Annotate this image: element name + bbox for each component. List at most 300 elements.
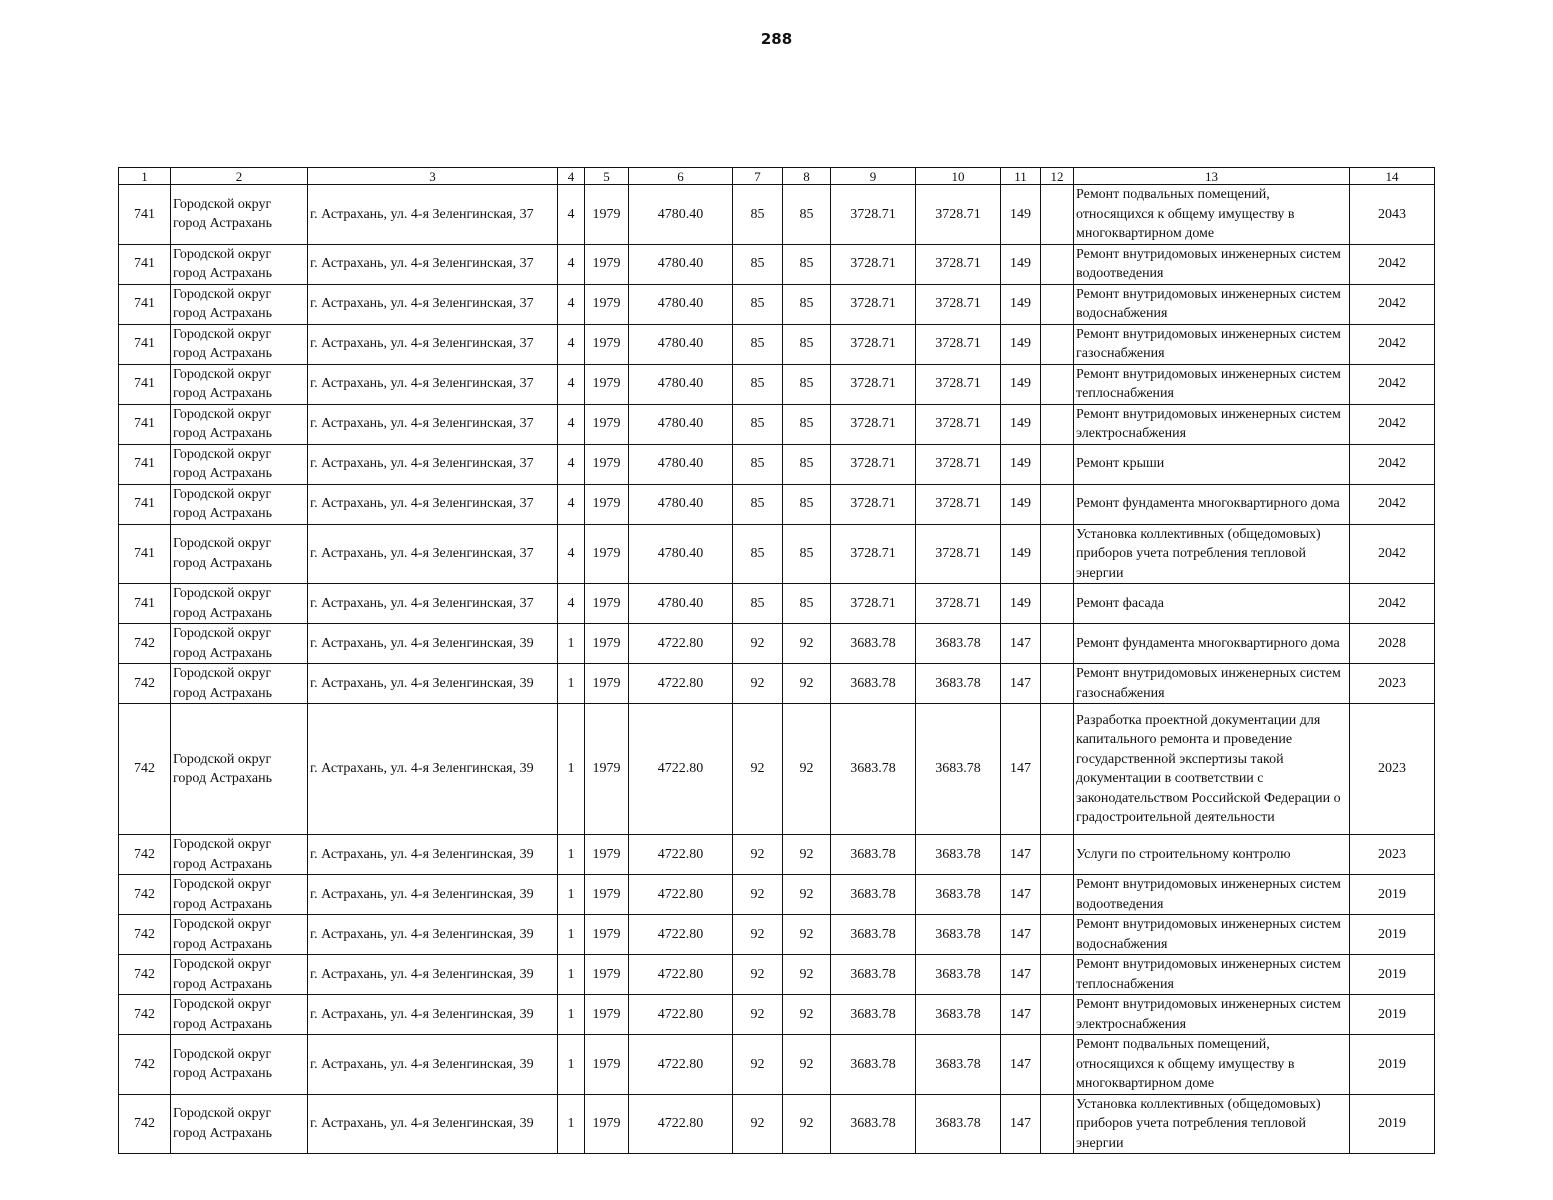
col-10-cell: 3728.71: [916, 185, 1001, 245]
planned-year-cell: 2042: [1350, 484, 1435, 524]
work-type-cell: Разработка проектной документации для капитального ремонта и проведение государственной экспертизы такой документации в соответствии с законодательством Российской Федерации о градостроительной деятельности: [1074, 704, 1350, 835]
col-7-cell: 92: [733, 1094, 783, 1154]
address-cell: г. Астрахань, ул. 4-я Зеленгинская, 39: [308, 955, 558, 995]
year-built-cell: 1979: [585, 955, 629, 995]
col-8-cell: 85: [783, 284, 831, 324]
col-8-cell: 85: [783, 404, 831, 444]
planned-year-cell: 2019: [1350, 955, 1435, 995]
col-10-cell: 3728.71: [916, 584, 1001, 624]
work-type-cell: Ремонт внутридомовых инженерных систем газоснабжения: [1074, 324, 1350, 364]
col-9-cell: 3728.71: [831, 484, 916, 524]
floors-cell: 1: [558, 664, 585, 704]
record-number-cell: 742: [119, 875, 171, 915]
floors-cell: 1: [558, 955, 585, 995]
planned-year-cell: 2023: [1350, 664, 1435, 704]
year-built-cell: 1979: [585, 624, 629, 664]
col-8-cell: 85: [783, 524, 831, 584]
col-12-cell: [1041, 664, 1074, 704]
col-7-cell: 92: [733, 955, 783, 995]
total-area-cell: 4780.40: [629, 404, 733, 444]
col-7-cell: 85: [733, 284, 783, 324]
record-number-cell: 742: [119, 704, 171, 835]
total-area-cell: 4780.40: [629, 444, 733, 484]
address-cell: г. Астрахань, ул. 4-я Зеленгинская, 39: [308, 1035, 558, 1095]
col-9-cell: 3683.78: [831, 1035, 916, 1095]
table-row: [119, 995, 1435, 1035]
col-7-cell: 85: [733, 524, 783, 584]
work-type-cell: Ремонт внутридомовых инженерных систем водоснабжения: [1074, 284, 1350, 324]
total-area-cell: 4780.40: [629, 244, 733, 284]
col-10-cell: 3683.78: [916, 875, 1001, 915]
col-10-cell: 3728.71: [916, 444, 1001, 484]
planned-year-cell: 2028: [1350, 624, 1435, 664]
address-cell: г. Астрахань, ул. 4-я Зеленгинская, 37: [308, 444, 558, 484]
column-number-8: 8: [783, 168, 831, 185]
table-body: [119, 185, 1435, 1154]
address-cell: г. Астрахань, ул. 4-я Зеленгинская, 37: [308, 484, 558, 524]
table-row: [119, 444, 1435, 484]
col-9-cell: 3683.78: [831, 835, 916, 875]
year-built-cell: 1979: [585, 875, 629, 915]
col-12-cell: [1041, 284, 1074, 324]
col-9-cell: 3728.71: [831, 284, 916, 324]
col-7-cell: 85: [733, 185, 783, 245]
col-11-cell: 147: [1001, 624, 1041, 664]
col-11-cell: 149: [1001, 364, 1041, 404]
col-9-cell: 3683.78: [831, 915, 916, 955]
municipality-cell: Городской округ город Астрахань: [171, 664, 308, 704]
col-9-cell: 3683.78: [831, 1094, 916, 1154]
table-row: [119, 364, 1435, 404]
col-10-cell: 3683.78: [916, 915, 1001, 955]
col-8-cell: 85: [783, 484, 831, 524]
floors-cell: 4: [558, 284, 585, 324]
work-type-cell: Услуги по строительному контролю: [1074, 835, 1350, 875]
municipality-cell: Городской округ город Астрахань: [171, 244, 308, 284]
municipality-cell: Городской округ город Астрахань: [171, 185, 308, 245]
col-11-cell: 149: [1001, 584, 1041, 624]
address-cell: г. Астрахань, ул. 4-я Зеленгинская, 37: [308, 364, 558, 404]
record-number-cell: 742: [119, 955, 171, 995]
floors-cell: 1: [558, 704, 585, 835]
total-area-cell: 4722.80: [629, 875, 733, 915]
floors-cell: 1: [558, 915, 585, 955]
col-10-cell: 3683.78: [916, 1094, 1001, 1154]
col-10-cell: 3683.78: [916, 624, 1001, 664]
column-number-3: 3: [308, 168, 558, 185]
total-area-cell: 4722.80: [629, 915, 733, 955]
table-row: [119, 875, 1435, 915]
col-12-cell: [1041, 324, 1074, 364]
col-7-cell: 85: [733, 324, 783, 364]
year-built-cell: 1979: [585, 995, 629, 1035]
col-8-cell: 92: [783, 835, 831, 875]
work-type-cell: Ремонт внутридомовых инженерных систем водоснабжения: [1074, 915, 1350, 955]
floors-cell: 4: [558, 244, 585, 284]
year-built-cell: 1979: [585, 185, 629, 245]
work-type-cell: Ремонт внутридомовых инженерных систем водоотведения: [1074, 244, 1350, 284]
municipality-cell: Городской округ город Астрахань: [171, 624, 308, 664]
address-cell: г. Астрахань, ул. 4-я Зеленгинская, 39: [308, 995, 558, 1035]
year-built-cell: 1979: [585, 835, 629, 875]
col-12-cell: [1041, 364, 1074, 404]
planned-year-cell: 2019: [1350, 1035, 1435, 1095]
capital-repair-table: [118, 167, 1435, 1154]
total-area-cell: 4722.80: [629, 955, 733, 995]
year-built-cell: 1979: [585, 324, 629, 364]
col-10-cell: 3728.71: [916, 284, 1001, 324]
address-cell: г. Астрахань, ул. 4-я Зеленгинская, 39: [308, 704, 558, 835]
work-type-cell: Ремонт фундамента многоквартирного дома: [1074, 484, 1350, 524]
col-8-cell: 85: [783, 364, 831, 404]
work-type-cell: Ремонт крыши: [1074, 444, 1350, 484]
table-row: [119, 185, 1435, 245]
floors-cell: 4: [558, 484, 585, 524]
address-cell: г. Астрахань, ул. 4-я Зеленгинская, 37: [308, 524, 558, 584]
col-7-cell: 85: [733, 404, 783, 444]
column-number-12: 12: [1041, 168, 1074, 185]
year-built-cell: 1979: [585, 915, 629, 955]
floors-cell: 4: [558, 524, 585, 584]
col-10-cell: 3683.78: [916, 664, 1001, 704]
col-8-cell: 85: [783, 584, 831, 624]
col-7-cell: 85: [733, 364, 783, 404]
col-7-cell: 85: [733, 484, 783, 524]
year-built-cell: 1979: [585, 364, 629, 404]
col-8-cell: 92: [783, 995, 831, 1035]
table-row: [119, 1094, 1435, 1154]
column-number-5: 5: [585, 168, 629, 185]
col-12-cell: [1041, 584, 1074, 624]
record-number-cell: 741: [119, 244, 171, 284]
col-8-cell: 85: [783, 444, 831, 484]
col-9-cell: 3683.78: [831, 704, 916, 835]
col-7-cell: 85: [733, 584, 783, 624]
total-area-cell: 4722.80: [629, 624, 733, 664]
planned-year-cell: 2019: [1350, 875, 1435, 915]
col-7-cell: 92: [733, 875, 783, 915]
col-11-cell: 149: [1001, 185, 1041, 245]
year-built-cell: 1979: [585, 664, 629, 704]
column-number-1: 1: [119, 168, 171, 185]
municipality-cell: Городской округ город Астрахань: [171, 284, 308, 324]
col-12-cell: [1041, 444, 1074, 484]
col-12-cell: [1041, 915, 1074, 955]
year-built-cell: 1979: [585, 704, 629, 835]
record-number-cell: 741: [119, 185, 171, 245]
address-cell: г. Астрахань, ул. 4-я Зеленгинская, 37: [308, 324, 558, 364]
record-number-cell: 741: [119, 364, 171, 404]
planned-year-cell: 2042: [1350, 524, 1435, 584]
municipality-cell: Городской округ город Астрахань: [171, 524, 308, 584]
planned-year-cell: 2023: [1350, 704, 1435, 835]
table-row: [119, 624, 1435, 664]
column-number-10: 10: [916, 168, 1001, 185]
column-number-2: 2: [171, 168, 308, 185]
address-cell: г. Астрахань, ул. 4-я Зеленгинская, 39: [308, 1094, 558, 1154]
col-9-cell: 3728.71: [831, 324, 916, 364]
work-type-cell: Ремонт внутридомовых инженерных систем теплоснабжения: [1074, 364, 1350, 404]
col-7-cell: 92: [733, 915, 783, 955]
total-area-cell: 4780.40: [629, 324, 733, 364]
work-type-cell: Ремонт внутридомовых инженерных систем теплоснабжения: [1074, 955, 1350, 995]
col-12-cell: [1041, 404, 1074, 444]
table-row: [119, 704, 1435, 835]
table-row: [119, 955, 1435, 995]
record-number-cell: 741: [119, 444, 171, 484]
col-12-cell: [1041, 955, 1074, 995]
total-area-cell: 4780.40: [629, 364, 733, 404]
record-number-cell: 741: [119, 524, 171, 584]
floors-cell: 4: [558, 584, 585, 624]
floors-cell: 1: [558, 1035, 585, 1095]
planned-year-cell: 2019: [1350, 915, 1435, 955]
col-9-cell: 3728.71: [831, 444, 916, 484]
col-7-cell: 92: [733, 835, 783, 875]
table-row: [119, 404, 1435, 444]
total-area-cell: 4780.40: [629, 524, 733, 584]
col-9-cell: 3683.78: [831, 995, 916, 1035]
col-12-cell: [1041, 995, 1074, 1035]
address-cell: г. Астрахань, ул. 4-я Зеленгинская, 37: [308, 284, 558, 324]
planned-year-cell: 2019: [1350, 995, 1435, 1035]
col-12-cell: [1041, 875, 1074, 915]
total-area-cell: 4780.40: [629, 185, 733, 245]
municipality-cell: Городской округ город Астрахань: [171, 324, 308, 364]
floors-cell: 4: [558, 444, 585, 484]
total-area-cell: 4722.80: [629, 835, 733, 875]
total-area-cell: 4780.40: [629, 484, 733, 524]
col-11-cell: 147: [1001, 955, 1041, 995]
year-built-cell: 1979: [585, 284, 629, 324]
col-9-cell: 3728.71: [831, 244, 916, 284]
col-10-cell: 3728.71: [916, 404, 1001, 444]
col-8-cell: 92: [783, 1094, 831, 1154]
col-10-cell: 3728.71: [916, 484, 1001, 524]
record-number-cell: 741: [119, 484, 171, 524]
address-cell: г. Астрахань, ул. 4-я Зеленгинская, 39: [308, 875, 558, 915]
col-10-cell: 3683.78: [916, 704, 1001, 835]
planned-year-cell: 2043: [1350, 185, 1435, 245]
work-type-cell: Установка коллективных (общедомовых) приборов учета потребления тепловой энергии: [1074, 1094, 1350, 1154]
work-type-cell: Ремонт внутридомовых инженерных систем электроснабжения: [1074, 995, 1350, 1035]
year-built-cell: 1979: [585, 584, 629, 624]
col-12-cell: [1041, 624, 1074, 664]
municipality-cell: Городской округ город Астрахань: [171, 704, 308, 835]
record-number-cell: 741: [119, 404, 171, 444]
planned-year-cell: 2023: [1350, 835, 1435, 875]
table-row: [119, 244, 1435, 284]
floors-cell: 1: [558, 1094, 585, 1154]
total-area-cell: 4780.40: [629, 284, 733, 324]
total-area-cell: 4722.80: [629, 995, 733, 1035]
work-type-cell: Установка коллективных (общедомовых) приборов учета потребления тепловой энергии: [1074, 524, 1350, 584]
col-9-cell: 3728.71: [831, 524, 916, 584]
address-cell: г. Астрахань, ул. 4-я Зеленгинская, 37: [308, 584, 558, 624]
col-8-cell: 85: [783, 324, 831, 364]
col-7-cell: 92: [733, 624, 783, 664]
col-11-cell: 149: [1001, 444, 1041, 484]
col-9-cell: 3683.78: [831, 955, 916, 995]
col-11-cell: 149: [1001, 324, 1041, 364]
col-8-cell: 92: [783, 704, 831, 835]
address-cell: г. Астрахань, ул. 4-я Зеленгинская, 39: [308, 835, 558, 875]
planned-year-cell: 2042: [1350, 584, 1435, 624]
work-type-cell: Ремонт фундамента многоквартирного дома: [1074, 624, 1350, 664]
table-row: [119, 524, 1435, 584]
col-8-cell: 92: [783, 1035, 831, 1095]
record-number-cell: 742: [119, 1094, 171, 1154]
page-number: 288: [760, 30, 793, 48]
column-number-row: [119, 168, 1435, 185]
table-row: [119, 664, 1435, 704]
year-built-cell: 1979: [585, 1094, 629, 1154]
col-9-cell: 3728.71: [831, 185, 916, 245]
col-8-cell: 92: [783, 624, 831, 664]
col-8-cell: 85: [783, 185, 831, 245]
col-9-cell: 3728.71: [831, 404, 916, 444]
col-11-cell: 149: [1001, 404, 1041, 444]
planned-year-cell: 2042: [1350, 244, 1435, 284]
work-type-cell: Ремонт внутридомовых инженерных систем газоснабжения: [1074, 664, 1350, 704]
col-12-cell: [1041, 484, 1074, 524]
year-built-cell: 1979: [585, 484, 629, 524]
col-9-cell: 3728.71: [831, 364, 916, 404]
municipality-cell: Городской округ город Астрахань: [171, 835, 308, 875]
table-header: [119, 168, 1435, 185]
col-11-cell: 149: [1001, 484, 1041, 524]
municipality-cell: Городской округ город Астрахань: [171, 484, 308, 524]
year-built-cell: 1979: [585, 404, 629, 444]
floors-cell: 1: [558, 624, 585, 664]
col-8-cell: 92: [783, 875, 831, 915]
municipality-cell: Городской округ город Астрахань: [171, 444, 308, 484]
table-row: [119, 835, 1435, 875]
col-10-cell: 3683.78: [916, 835, 1001, 875]
total-area-cell: 4780.40: [629, 584, 733, 624]
col-9-cell: 3683.78: [831, 624, 916, 664]
col-12-cell: [1041, 704, 1074, 835]
planned-year-cell: 2042: [1350, 284, 1435, 324]
col-11-cell: 147: [1001, 915, 1041, 955]
col-11-cell: 149: [1001, 244, 1041, 284]
col-10-cell: 3728.71: [916, 364, 1001, 404]
address-cell: г. Астрахань, ул. 4-я Зеленгинская, 39: [308, 915, 558, 955]
planned-year-cell: 2042: [1350, 324, 1435, 364]
col-12-cell: [1041, 1035, 1074, 1095]
col-11-cell: 147: [1001, 995, 1041, 1035]
planned-year-cell: 2042: [1350, 364, 1435, 404]
planned-year-cell: 2042: [1350, 444, 1435, 484]
work-type-cell: Ремонт внутридомовых инженерных систем электроснабжения: [1074, 404, 1350, 444]
col-10-cell: 3728.71: [916, 524, 1001, 584]
col-11-cell: 149: [1001, 284, 1041, 324]
record-number-cell: 742: [119, 915, 171, 955]
col-12-cell: [1041, 185, 1074, 245]
record-number-cell: 741: [119, 584, 171, 624]
record-number-cell: 741: [119, 284, 171, 324]
address-cell: г. Астрахань, ул. 4-я Зеленгинская, 39: [308, 664, 558, 704]
total-area-cell: 4722.80: [629, 1094, 733, 1154]
col-11-cell: 147: [1001, 835, 1041, 875]
municipality-cell: Городской округ город Астрахань: [171, 1094, 308, 1154]
col-9-cell: 3728.71: [831, 584, 916, 624]
col-8-cell: 92: [783, 955, 831, 995]
address-cell: г. Астрахань, ул. 4-я Зеленгинская, 37: [308, 404, 558, 444]
municipality-cell: Городской округ город Астрахань: [171, 995, 308, 1035]
table-row: [119, 324, 1435, 364]
table-row: [119, 484, 1435, 524]
col-10-cell: 3728.71: [916, 324, 1001, 364]
year-built-cell: 1979: [585, 1035, 629, 1095]
record-number-cell: 742: [119, 624, 171, 664]
col-12-cell: [1041, 835, 1074, 875]
table-row: [119, 584, 1435, 624]
floors-cell: 4: [558, 364, 585, 404]
col-10-cell: 3683.78: [916, 955, 1001, 995]
column-number-14: 14: [1350, 168, 1435, 185]
col-8-cell: 85: [783, 244, 831, 284]
col-7-cell: 92: [733, 664, 783, 704]
column-number-9: 9: [831, 168, 916, 185]
floors-cell: 4: [558, 185, 585, 245]
col-11-cell: 147: [1001, 1035, 1041, 1095]
total-area-cell: 4722.80: [629, 704, 733, 835]
work-type-cell: Ремонт фасада: [1074, 584, 1350, 624]
column-number-11: 11: [1001, 168, 1041, 185]
municipality-cell: Городской округ город Астрахань: [171, 1035, 308, 1095]
col-7-cell: 85: [733, 244, 783, 284]
col-11-cell: 147: [1001, 664, 1041, 704]
table-row: [119, 284, 1435, 324]
total-area-cell: 4722.80: [629, 1035, 733, 1095]
planned-year-cell: 2019: [1350, 1094, 1435, 1154]
work-type-cell: Ремонт подвальных помещений, относящихся к общему имуществу в многоквартирном доме: [1074, 1035, 1350, 1095]
column-number-13: 13: [1074, 168, 1350, 185]
total-area-cell: 4722.80: [629, 664, 733, 704]
municipality-cell: Городской округ город Астрахань: [171, 955, 308, 995]
col-11-cell: 147: [1001, 704, 1041, 835]
municipality-cell: Городской округ город Астрахань: [171, 875, 308, 915]
year-built-cell: 1979: [585, 244, 629, 284]
table-row: [119, 1035, 1435, 1095]
floors-cell: 1: [558, 875, 585, 915]
col-7-cell: 92: [733, 995, 783, 1035]
address-cell: г. Астрахань, ул. 4-я Зеленгинская, 39: [308, 624, 558, 664]
table-row: [119, 915, 1435, 955]
col-7-cell: 92: [733, 1035, 783, 1095]
floors-cell: 1: [558, 835, 585, 875]
record-number-cell: 742: [119, 995, 171, 1035]
municipality-cell: Городской округ город Астрахань: [171, 404, 308, 444]
record-number-cell: 742: [119, 664, 171, 704]
record-number-cell: 742: [119, 1035, 171, 1095]
col-11-cell: 147: [1001, 1094, 1041, 1154]
address-cell: г. Астрахань, ул. 4-я Зеленгинская, 37: [308, 244, 558, 284]
col-11-cell: 147: [1001, 875, 1041, 915]
work-type-cell: Ремонт внутридомовых инженерных систем водоотведения: [1074, 875, 1350, 915]
col-11-cell: 149: [1001, 524, 1041, 584]
municipality-cell: Городской округ город Астрахань: [171, 584, 308, 624]
year-built-cell: 1979: [585, 444, 629, 484]
address-cell: г. Астрахань, ул. 4-я Зеленгинская, 37: [308, 185, 558, 245]
col-9-cell: 3683.78: [831, 875, 916, 915]
col-10-cell: 3683.78: [916, 1035, 1001, 1095]
floors-cell: 1: [558, 995, 585, 1035]
col-7-cell: 92: [733, 704, 783, 835]
floors-cell: 4: [558, 324, 585, 364]
col-8-cell: 92: [783, 915, 831, 955]
